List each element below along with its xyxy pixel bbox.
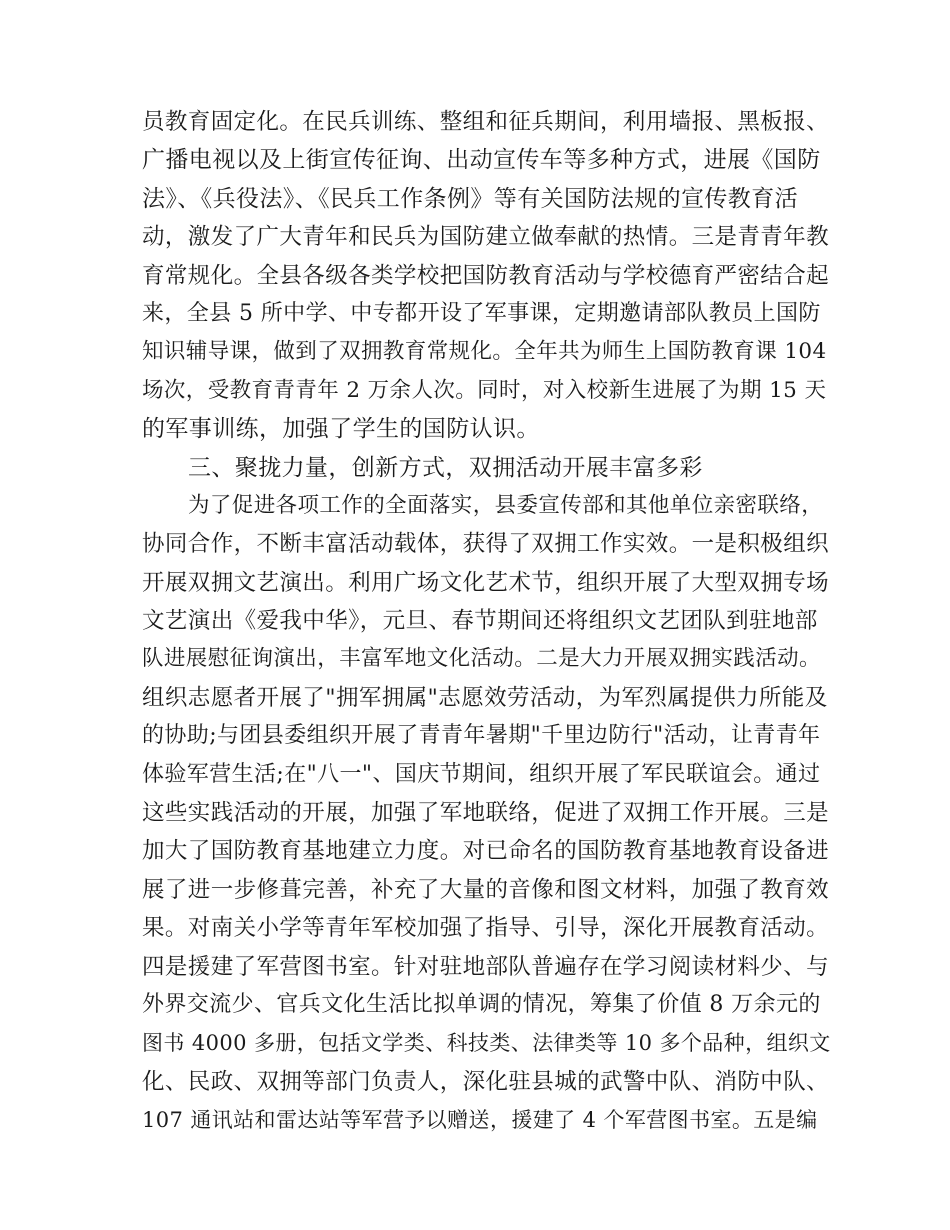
text-line: 图书 4000 多册，包括文学类、科技类、法律类等 10 多个品种，组织文 [142,1031,831,1056]
text-line: 场次，受教育青青年 2 万余人次。同时，对入校新生进展了为期 15 天 [142,377,827,403]
text-line: 队进展慰征询演出，丰富军地文化活动。二是大力开展双拥实践活动。 [142,646,821,672]
text-line: 法》、《兵役法》、《民兵工作条例》等有关国防法规的宣传教育活 [142,185,798,212]
text-line: 加大了国防教育基地建立力度。对已命名的国防教育基地教育设备进 [142,838,830,865]
text-line: 开展双拥文艺演出。利用广场文化艺术节，组织开展了大型双拥专场 [142,569,830,596]
paragraph-first-line: 为了促进各项工作的全面落实，县委宣传部和其他单位亲密联络， [188,492,824,518]
text-line: 外界交流少、官兵文化生活比拟单调的情况，筹集了价值 8 万余元的 [142,991,821,1017]
text-line: 化、民政、双拥等部门负责人，深化驻县城的武警中队、消防中队、 [142,1068,830,1095]
text-line: 的协助;与团县委组织开展了青青年暑期"千里边防行"活动，让青青年 [142,723,821,749]
text-line: 育常规化。全县各级各类学校把国防教育活动与学校德育严密结合起 [142,262,830,289]
document-body [142,103,831,1140]
text-line: 的军事训练，加强了学生的国防认识。 [142,416,540,443]
text-line: 果。对南关小学等青年军校加强了指导、引导，深化开展教育活动。 [142,915,830,942]
text-line: 动，激发了广大青年和民兵为国防建立做奉献的热情。三是青青年教 [142,224,830,251]
text-line: 文艺演出《爱我中华》，元旦、春节期间还将组织文艺团队到驻地部 [142,608,818,635]
text-line: 体验军营生活;在"八一"、国庆节期间，组织开展了军民联谊会。通过 [142,761,821,787]
text-line: 107 通讯站和雷达站等军营予以赠送，援建了 4 个军营图书室。五是编 [142,1108,818,1133]
text-line: 知识辅导课，做到了双拥教育常规化。全年共为师生上国防教育课 104 [142,339,827,365]
text-line: 来，全县 5 所中学、中专都开设了军事课，定期邀请部队教员上国防 [142,300,821,326]
text-line: 展了进一步修葺完善，补充了大量的音像和图文材料，加强了教育效 [142,876,830,903]
text-line: 协同合作，不断丰富活动载体，获得了双拥工作实效。一是积极组织 [142,531,830,558]
text-line: 组织志愿者开展了"拥军拥属"志愿效劳活动，为军烈属提供力所能及 [142,684,828,711]
text-line: 员教育固定化。在民兵训练、整组和征兵期间，利用墙报、黑板报、 [142,109,830,135]
text-line: 广播电视以及上街宣传征询、出动宣传车等多种方式，进展《国防 [142,147,821,174]
text-line: 四是援建了军营图书室。针对驻地部队普遍存在学习阅读材料少、与 [142,953,830,980]
paragraph-first-line: 三、聚拢力量，创新方式，双拥活动开展丰富多彩 [188,454,703,481]
text-line: 这些实践活动的开展，加强了军地联络，促进了双拥工作开展。三是 [142,800,830,827]
